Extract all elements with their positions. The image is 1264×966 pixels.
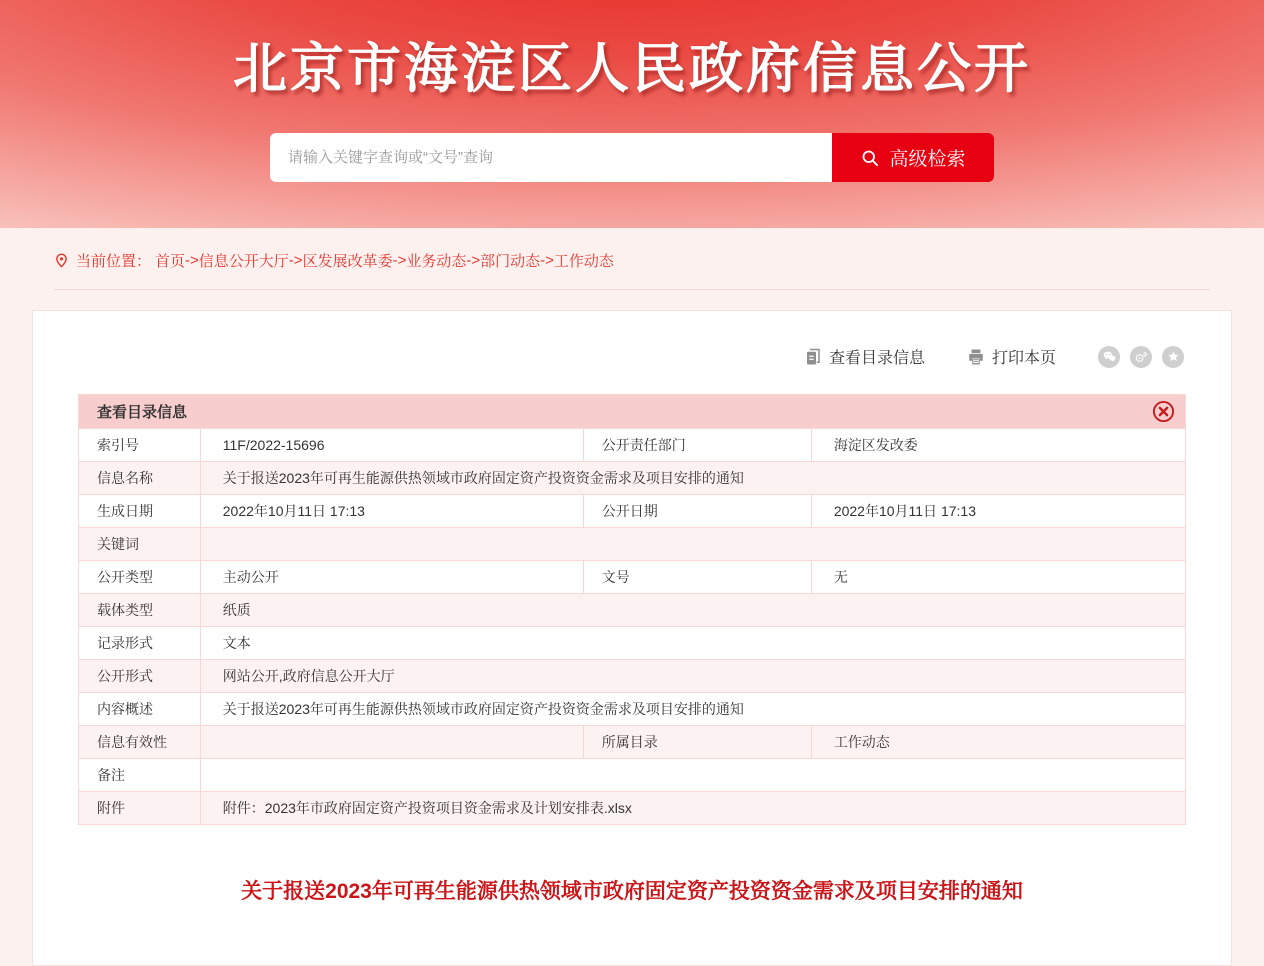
content-card — [32, 310, 1232, 966]
breadcrumb-separator: -> — [185, 252, 199, 269]
field-label: 载体类型 — [79, 594, 201, 627]
view-catalog-label: 查看目录信息 — [828, 350, 925, 367]
table-row — [79, 759, 1186, 792]
field-label: 记录形式 — [79, 627, 201, 660]
breadcrumb-label: 当前位置： — [76, 253, 152, 270]
weibo-share-icon[interactable] — [1130, 346, 1152, 368]
printer-icon — [967, 348, 985, 366]
page-action-bar — [78, 345, 1186, 368]
catalog-doc-icon — [804, 348, 822, 366]
field-label: 索引号 — [79, 429, 201, 462]
table-row — [79, 660, 1186, 693]
breadcrumb — [54, 228, 1210, 290]
breadcrumb-item-work[interactable]: 工作动态 — [553, 253, 614, 270]
field-label: 备注 — [79, 759, 201, 792]
search-bar — [270, 133, 994, 182]
advanced-search-button[interactable] — [832, 133, 994, 182]
field-value — [200, 759, 1185, 792]
field-value — [200, 726, 583, 759]
breadcrumb-item-ndrc[interactable]: 区发展改革委 — [302, 253, 393, 270]
table-row — [79, 495, 1186, 528]
breadcrumb-item-info-hall[interactable]: 信息公开大厅 — [198, 253, 289, 270]
field-label: 关键词 — [79, 528, 201, 561]
breadcrumb-item-business[interactable]: 业务动态 — [406, 253, 467, 270]
field-value: 海淀区发改委 — [811, 429, 1185, 462]
table-row — [79, 726, 1186, 759]
field-label: 所属目录 — [583, 726, 811, 759]
field-value: 网站公开,政府信息公开大厅 — [200, 660, 1185, 693]
table-row — [79, 792, 1186, 825]
table-row — [79, 594, 1186, 627]
field-label: 公开类型 — [79, 561, 201, 594]
table-row — [79, 627, 1186, 660]
share-group — [1098, 346, 1184, 368]
article-title: 关于报送2023年可再生能源供热领域市政府固定资产投资资金需求及项目安排的通知 — [241, 880, 1023, 903]
field-value: 2022年10月11日 17:13 — [811, 495, 1185, 528]
print-page-label: 打印本页 — [991, 350, 1056, 367]
advanced-search-label: 高级检索 — [889, 149, 966, 170]
wechat-share-icon[interactable] — [1098, 346, 1120, 368]
catalog-header — [78, 394, 1186, 428]
close-icon[interactable] — [1152, 400, 1175, 423]
table-row — [79, 561, 1186, 594]
breadcrumb-separator: -> — [540, 252, 554, 269]
field-value: 关于报送2023年可再生能源供热领域市政府固定资产投资资金需求及项目安排的通知 — [200, 462, 1185, 495]
breadcrumb-separator: -> — [392, 252, 407, 269]
breadcrumb-item-home[interactable]: 首页 — [155, 253, 186, 270]
field-value: 纸质 — [200, 594, 1185, 627]
catalog-title: 查看目录信息 — [97, 404, 188, 421]
field-value: 11F/2022-15696 — [200, 429, 583, 462]
field-label: 公开责任部门 — [583, 429, 811, 462]
site-title: 北京市海淀区人民政府信息公开 — [233, 39, 1031, 99]
field-label: 公开日期 — [583, 495, 811, 528]
field-value: 2022年10月11日 17:13 — [200, 495, 583, 528]
field-label: 内容概述 — [79, 693, 201, 726]
field-label: 信息名称 — [79, 462, 201, 495]
breadcrumb-separator: -> — [466, 252, 481, 269]
field-value — [200, 528, 1185, 561]
catalog-table — [78, 428, 1186, 825]
table-row — [79, 528, 1186, 561]
field-label: 生成日期 — [79, 495, 201, 528]
field-label: 公开形式 — [79, 660, 201, 693]
table-row — [79, 693, 1186, 726]
field-value: 主动公开 — [200, 561, 583, 594]
location-pin-icon — [54, 251, 69, 270]
field-value: 工作动态 — [811, 726, 1185, 759]
table-row — [79, 462, 1186, 495]
view-catalog-button[interactable] — [804, 345, 925, 368]
table-row — [79, 429, 1186, 462]
search-input[interactable] — [270, 133, 832, 182]
field-label: 附件 — [79, 792, 201, 825]
star-share-icon[interactable] — [1162, 346, 1184, 368]
field-value: 关于报送2023年可再生能源供热领域市政府固定资产投资资金需求及项目安排的通知 — [200, 693, 1185, 726]
breadcrumb-item-department[interactable]: 部门动态 — [480, 253, 541, 270]
field-label: 文号 — [583, 561, 811, 594]
field-value: 文本 — [200, 627, 1185, 660]
field-value: 无 — [811, 561, 1185, 594]
hero-banner — [0, 0, 1264, 228]
field-label: 信息有效性 — [79, 726, 201, 759]
print-page-button[interactable] — [967, 345, 1056, 368]
attachment-link[interactable]: 附件：2023年市政府固定资产投资项目资金需求及计划安排表.xlsx — [200, 792, 1185, 825]
breadcrumb-separator: -> — [288, 252, 303, 269]
search-icon — [860, 148, 880, 168]
